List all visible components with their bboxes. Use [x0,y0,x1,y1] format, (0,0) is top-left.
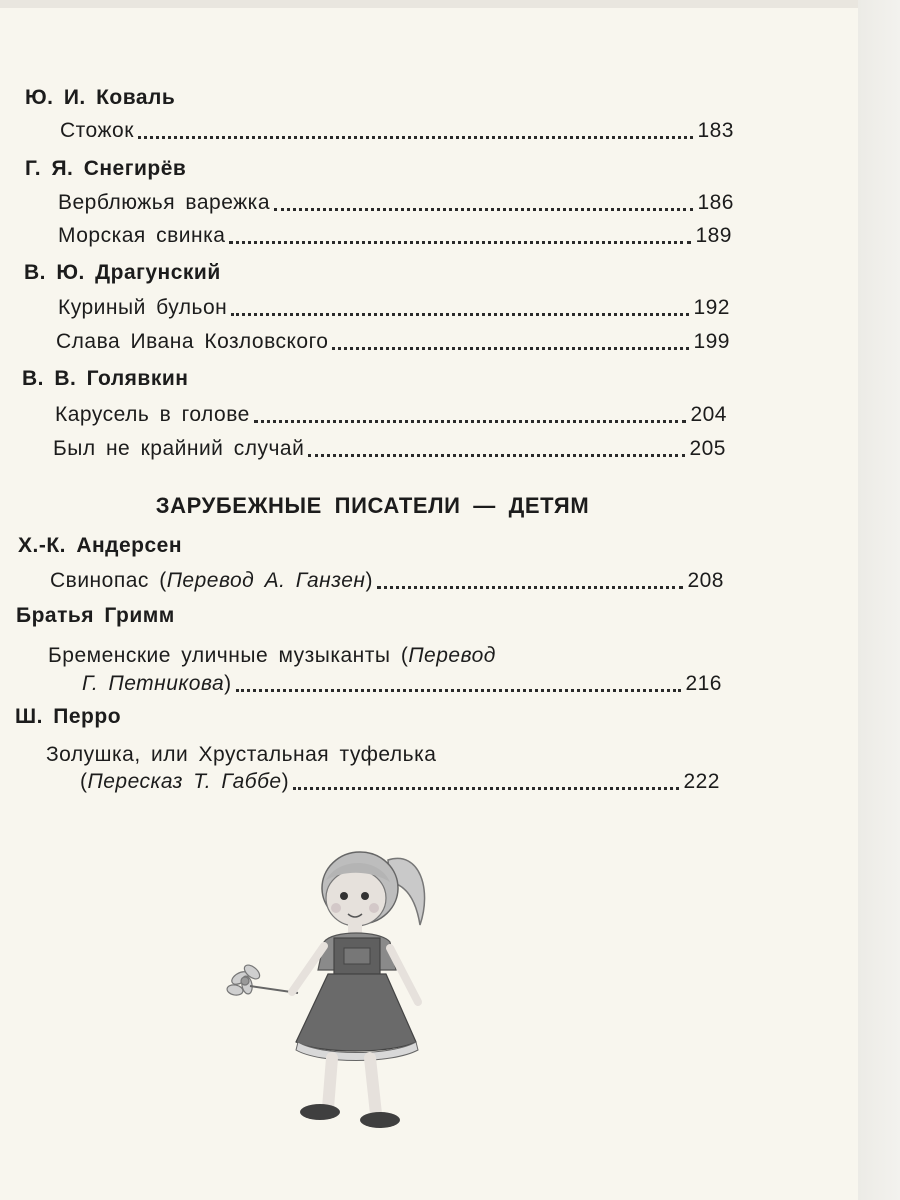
author-golyavkin: В. В. Голявкин [22,367,189,390]
author-perrault: Ш. Перро [15,705,122,728]
dot-leader [138,136,694,139]
entry-title-line2: (Пересказ Т. Габбе) [80,770,290,793]
author-andersen: Х.-К. Андерсен [18,534,183,557]
entry-title-line1[interactable]: Бременские уличные музыканты (Перевод [48,644,496,667]
girl-illustration-icon [220,830,460,1140]
toc-entry[interactable] [55,403,727,427]
page-number: 183 [697,119,734,142]
dot-leader [293,787,679,790]
page-number: 199 [693,330,730,353]
dot-leader [274,208,693,211]
toc-entry[interactable] [56,330,730,354]
author-snegirev: Г. Я. Снегирёв [25,157,187,180]
entry-title-line1[interactable]: Золушка, или Хрустальная туфелька [46,743,437,766]
entry-title: Слава Ивана Козловского [56,330,329,353]
dot-leader [236,689,682,692]
entry-title: Куриный бульон [58,296,228,319]
entry-title-line2: Г. Петникова) [82,672,232,695]
toc-entry[interactable] [53,437,726,461]
page-number: 204 [690,403,727,426]
toc-entry[interactable] [58,191,734,215]
toc-entry[interactable] [50,569,724,593]
dot-leader [308,454,685,457]
toc-entry[interactable] [80,770,720,794]
page-number: 186 [697,191,734,214]
dot-leader [229,241,691,244]
page-edge [858,0,900,1200]
section-heading: ЗАРУБЕЖНЫЕ ПИСАТЕЛИ — ДЕТЯМ [155,493,590,518]
entry-title: Свинопас (Перевод А. Ганзен) [50,569,373,592]
dot-leader [231,313,689,316]
page-number: 189 [695,224,732,247]
page-number: 222 [683,770,720,793]
entry-title: Карусель в голове [55,403,250,426]
dot-leader [377,586,683,589]
dot-leader [332,347,689,350]
author-koval: Ю. И. Коваль [25,86,176,109]
entry-title: Верблюжья варежка [58,191,271,214]
dot-leader [254,420,687,423]
page-number: 216 [685,672,722,695]
girl-with-flower-illustration [220,830,460,1140]
translator-credit: Перевод А. Ганзен [166,569,366,592]
toc-entry[interactable] [82,672,722,696]
entry-title: Стожок [60,119,134,142]
page-number: 192 [693,296,730,319]
page-number: 208 [687,569,724,592]
translator-credit: Перевод [408,644,496,667]
author-dragunsky: В. Ю. Драгунский [24,261,221,284]
entry-title: Был не крайний случай [53,437,305,460]
toc-entry[interactable] [58,224,732,248]
page-number: 205 [689,437,726,460]
author-grimm: Братья Гримм [16,604,175,627]
toc-entry[interactable] [58,296,730,320]
entry-title: Морская свинка [58,224,226,247]
toc-entry[interactable] [60,119,734,143]
